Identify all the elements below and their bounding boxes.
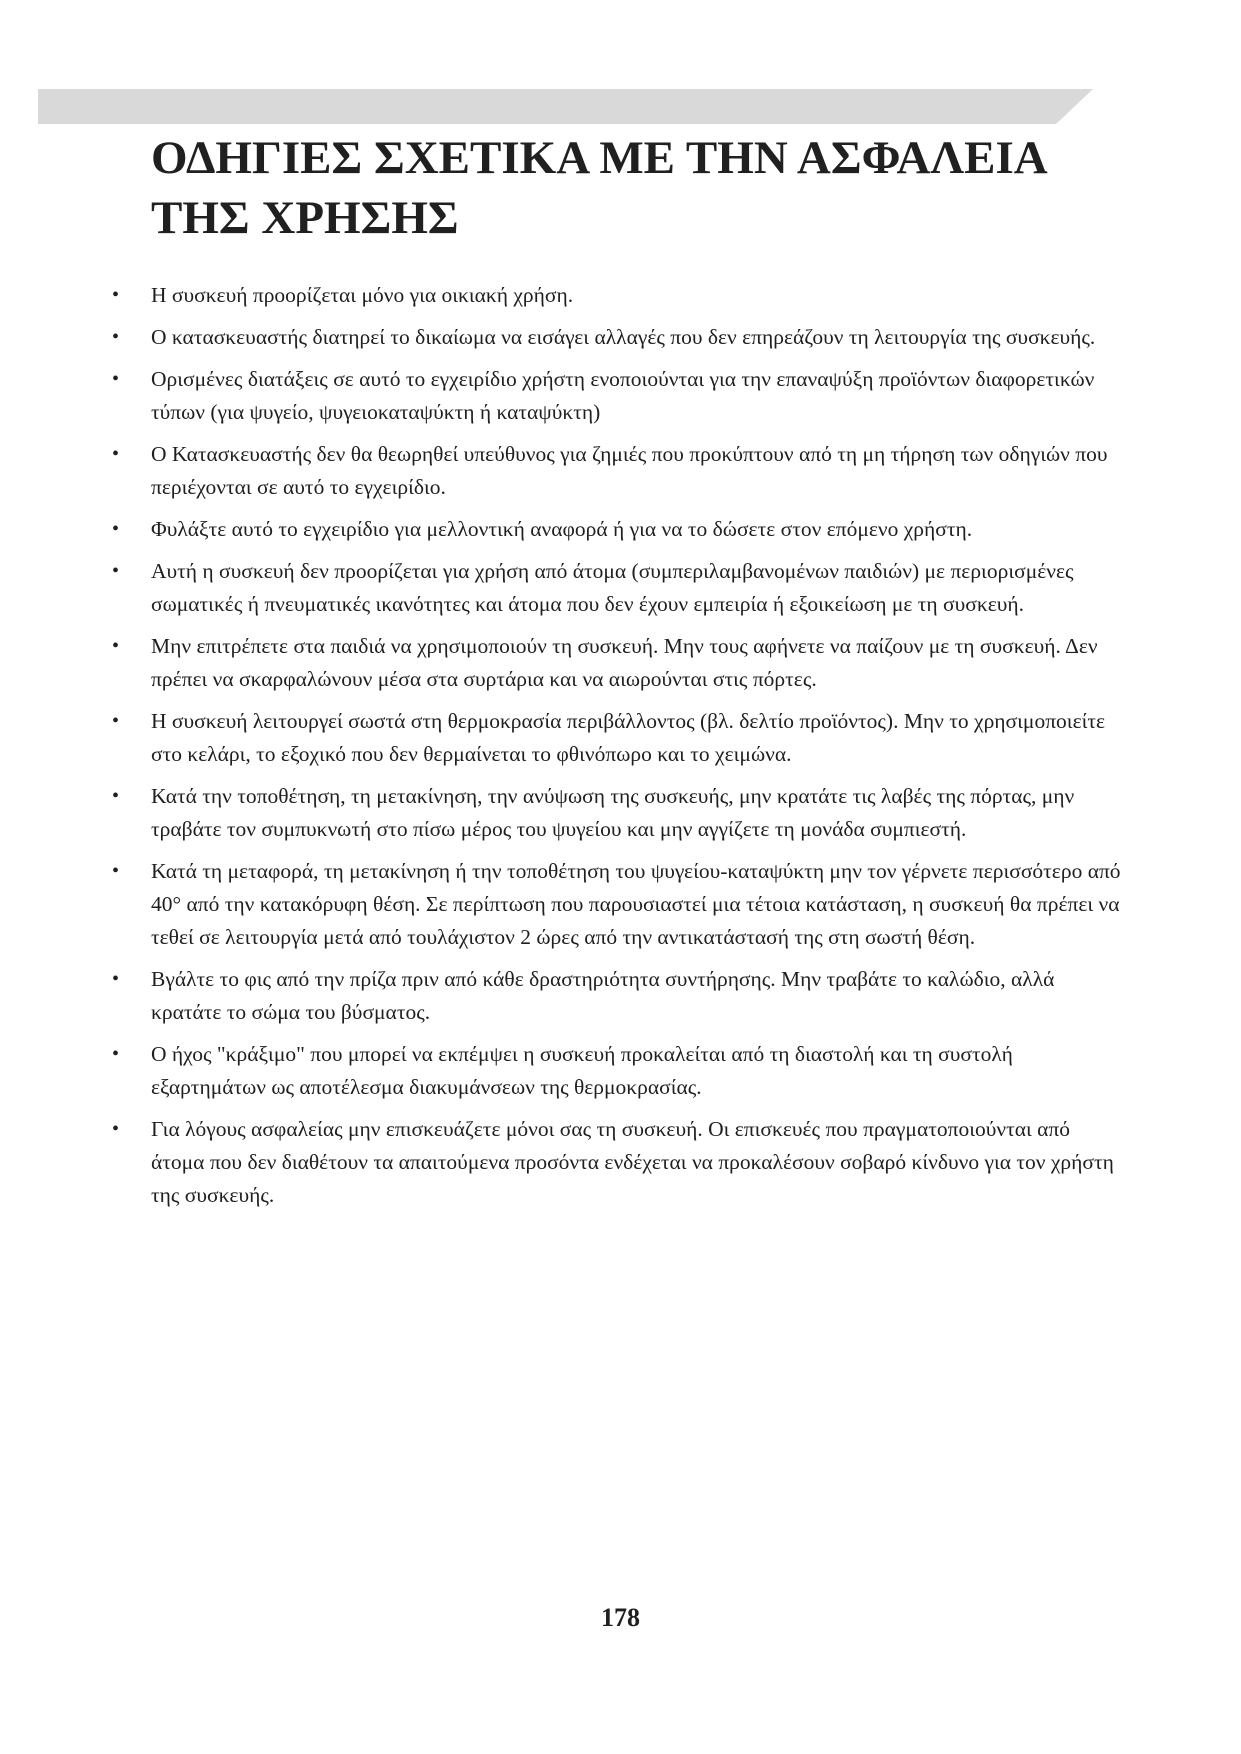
list-item [112,1038,1122,1104]
list-item [112,963,1122,1029]
bullet-icon: • [112,1118,120,1140]
list-item-text: Ο κατασκευαστής διατηρεί το δικαίωμα να εισάγει αλλαγές που δεν επηρεάζουν τη λειτουργία της συσκευής. [151,325,1096,349]
bullet-icon: • [112,326,120,348]
bullet-icon: • [112,560,120,582]
safety-instructions-list [112,279,1122,1221]
bullet-icon: • [112,785,120,807]
list-item [112,279,1122,312]
bullet-icon: • [112,968,120,990]
list-item-text: Ο Κατασκευαστής δεν θα θεωρηθεί υπεύθυνος για ζημιές που προκύπτουν από τη μη τήρηση των οδηγιών που περιέχονται σε αυτό το εγχειρίδιο. [151,442,1108,499]
bullet-icon: • [112,368,120,390]
bullet-icon: • [112,860,120,882]
page-title-line-1: ΟΔΗΓΙΕΣ ΣΧΕΤΙΚΑ ΜΕ ΤΗΝ ΑΣΦΑΛΕΙΑ [151,132,1048,184]
bullet-icon: • [112,710,120,732]
list-item-text: Η συσκευή προορίζεται μόνο για οικιακή χρήση. [151,283,574,307]
list-item-text: Η συσκευή λειτουργεί σωστά στη θερμοκρασία περιβάλλοντος (βλ. δελτίο προϊόντος). Μην το χρησιμοποιείτε στο κελάρι, το εξοχικό που δεν θερμαίνεται το φθινόπωρο και το χειμώνα. [151,709,1106,766]
bullet-icon: • [112,443,120,465]
list-item-text: Ορισμένες διατάξεις σε αυτό το εγχειρίδιο χρήστη ενοποιούνται για την επαναψύξη προϊόντων διαφορετικών τύπων (για ψυγείο, ψυγειοκαταψύκτη ή καταψύκτη) [151,367,1095,424]
list-item-text: Κατά τη μεταφορά, τη μετακίνηση ή την τοποθέτηση του ψυγείου-καταψύκτη μην τον γέρνετε περισσότερο από 40° από την κατακόρυφη θέση. Σε περίπτωση που παρουσιαστεί μια τέτοια κατάσταση, η συσκευή θα πρέπει να τεθεί σε λειτουργία μετά από τουλάχιστον 2 ώρες από την αντικατάστασή της στη σωστή θέση. [151,859,1121,949]
list-item [112,630,1122,696]
list-item [112,363,1122,429]
list-item [112,705,1122,771]
page-title-line-2: ΤΗΣ ΧΡΗΣΗΣ [151,192,459,244]
list-item-text: Μην επιτρέπετε στα παιδιά να χρησιμοποιούν τη συσκευή. Μην τους αφήνετε να παίζουν με τη συσκευή. Δεν πρέπει να σκαρφαλώνουν μέσα στα συρτάρια και να αιωρούνται στις πόρτες. [151,634,1098,691]
list-item [112,555,1122,621]
list-item-text: Ο ήχος "κράξιμο" που μπορεί να εκπέμψει η συσκευή προκαλείται από τη διαστολή και τη συστολή εξαρτημάτων ως αποτέλεσμα διακυμάνσεων της θερμοκρασίας. [151,1042,1013,1099]
list-item [112,438,1122,504]
list-item-text: Για λόγους ασφαλείας μην επισκευάζετε μόνοι σας τη συσκευή. Οι επισκευές που πραγματοποιούνται από άτομα που δεν διαθέτουν τα απαιτούμενα προσόντα ενδέχεται να προκαλέσουν σοβαρό κίνδυνο για τον χρήστη της συσκευής. [151,1117,1114,1207]
list-item-text: Βγάλτε το φις από την πρίζα πριν από κάθε δραστηριότητα συντήρησης. Μην τραβάτε το καλώδιο, αλλά κρατάτε το σώμα του βύσματος. [151,967,1055,1024]
list-item-text: Αυτή η συσκευή δεν προορίζεται για χρήση από άτομα (συμπεριλαμβανομένων παιδιών) με περιορισμένες σωματικές ή πνευματικές ικανότητες και άτομα που δεν έχουν εμπειρία ή εξοικείωση με τη συσκευή. [151,559,1074,616]
list-item-text: Κατά την τοποθέτηση, τη μετακίνηση, την ανύψωση της συσκευής, μην κρατάτε τις λαβές της πόρτας, μην τραβάτε τον συμπυκνωτή στο πίσω μέρος του ψυγείου και μην αγγίζετε τη μονάδα συμπιεστή. [151,784,1075,841]
header-band [38,89,1093,124]
bullet-icon: • [112,284,120,306]
bullet-icon: • [112,635,120,657]
list-item [112,513,1122,546]
bullet-icon: • [112,1043,120,1065]
bullet-icon: • [112,518,120,540]
list-item [112,321,1122,354]
list-item-text: Φυλάξτε αυτό το εγχειρίδιο για μελλοντική αναφορά ή για να το δώσετε στον επόμενο χρήστη. [151,517,973,541]
list-item [112,780,1122,846]
page-title [151,128,1151,248]
list-item [112,1113,1122,1212]
list-item [112,855,1122,954]
page-number: 178 [601,1603,640,1632]
